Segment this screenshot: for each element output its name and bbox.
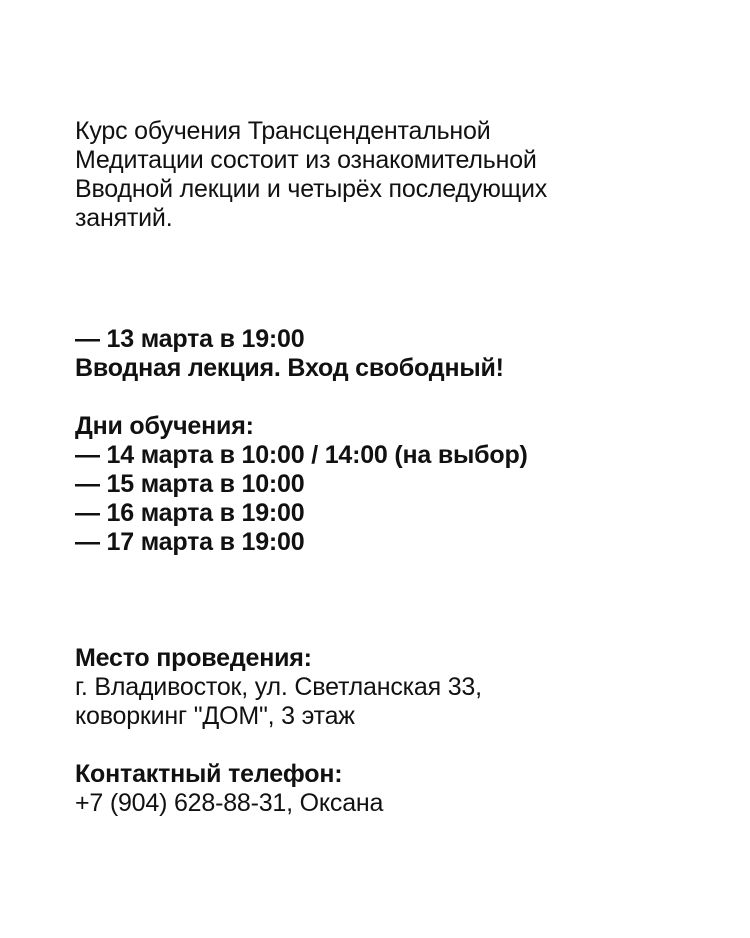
intro-line: Курс обучения Трансцендентальной	[75, 117, 491, 145]
intro-line: Вводной лекции и четырёх последующих	[75, 175, 548, 203]
lecture-description: Вводная лекция. Вход свободный!	[75, 354, 504, 382]
venue-heading: Место проведения:	[75, 644, 312, 672]
training-day: — 15 марта в 10:00	[75, 470, 305, 498]
training-day: — 16 марта в 19:00	[75, 499, 305, 527]
contact-phone: +7 (904) 628-88-31, Оксана	[75, 789, 384, 817]
training-day: — 14 марта в 10:00 / 14:00 (на выбор)	[75, 441, 528, 469]
contact-block	[75, 760, 715, 818]
venue-block	[75, 644, 715, 731]
intro-line: Медитации состоит из ознакомительной	[75, 146, 537, 174]
venue-address: коворкинг "ДОМ", 3 этаж	[75, 702, 355, 730]
venue-address: г. Владивосток, ул. Светланская 33,	[75, 673, 482, 701]
lecture-block	[75, 325, 715, 383]
lecture-date: — 13 марта в 19:00	[75, 325, 305, 353]
training-heading: Дни обучения:	[75, 412, 254, 440]
training-block	[75, 412, 715, 557]
training-day: — 17 марта в 19:00	[75, 528, 305, 556]
intro-line: занятий.	[75, 204, 173, 232]
intro-paragraph	[75, 117, 715, 233]
contact-heading: Контактный телефон:	[75, 760, 343, 788]
announcement	[75, 117, 715, 818]
